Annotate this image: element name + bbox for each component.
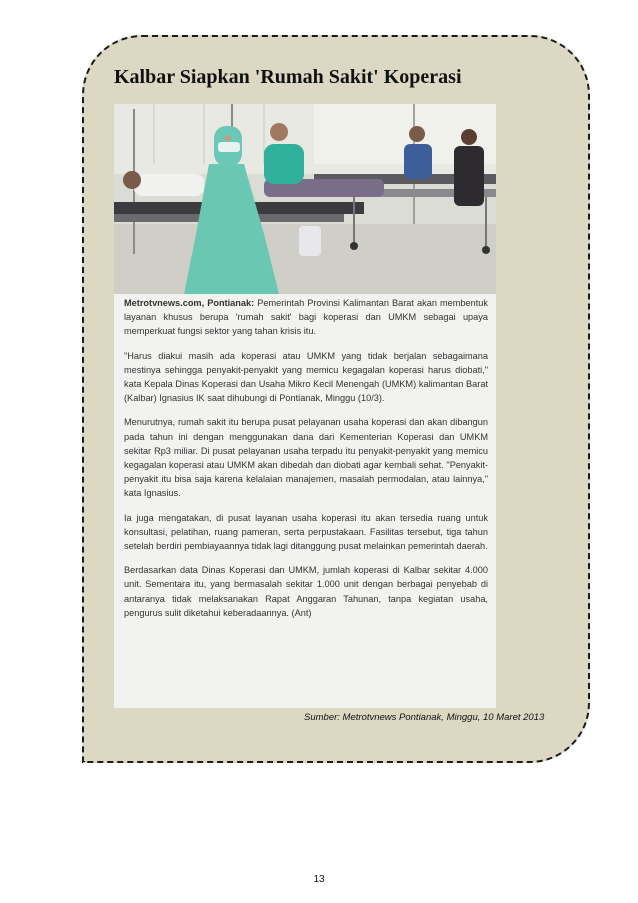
paragraph-text: Pemerintah Provinsi Kalimantan Barat akan membentuk layanan khusus berupa 'rumah sakit' bagi koperasi dan UMKM sebagai upaya memperkuat fungsi sektor yang tahan krisis itu. <box>124 298 488 337</box>
source-prefix: Metrotvnews.com, Pontianak: <box>124 298 255 308</box>
source-caption: Sumber: Metrotvnews Pontianak, Minggu, 10 Maret 2013 <box>304 712 545 723</box>
hospital-ward-photo <box>114 104 496 294</box>
article-paragraph: Ia juga mengatakan, di pusat layanan usaha koperasi itu akan tersedia ruang untuk konsultasi, pelatihan, ruang pameran, serta perpustakaan. Fasilitas tersebut, tiga tahun setelah berdiri pembiayaannya tidak lagi ditanggung pusat melainkan pemerintah daerah. <box>124 512 488 552</box>
article-paragraph <box>124 296 488 339</box>
article-body <box>124 296 488 630</box>
page-number: 13 <box>313 874 325 885</box>
article-paragraph: Menurutnya, rumah sakit itu berupa pusat pelayanan usaha koperasi dan akan dibangun pada tahun ini dengan menggunakan dana dari Kementerian Koperasi dan UMKM sekitar Rp3 miliar. Di pusat pelayanan usaha terpadu itu penyakit-penyakit yang memicu kegagalan koperasi atau UMKM akan dibedah dan diobati agar kembali sehat. "Penyakit-penyakit itu bisa saja karena kelalaian manajemen, masalah permodalan, atau lainnya," kata Ignasius. <box>124 417 488 499</box>
article-paragraph: "Harus diakui masih ada koperasi atau UMKM yang tidak berjalan sebagaimana mestinya sehingga penyakit-penyakit yang memicu kegagalan koperasi harus diobati," kata Kepala Dinas Koperasi dan Usaha Mikro Kecil Menengah (UMKM) kalimantan Barat (Kalbar) Ignasius IK saat dihubungi di Pontianak, Minggu (10/3). <box>124 350 488 404</box>
news-clipping <box>114 104 496 708</box>
article-paragraph: Berdasarkan data Dinas Koperasi dan UMKM, jumlah koperasi di Kalbar sekitar 4.000 unit. Sementara itu, yang bermasalah sekitar 1.000 unit dengan berbagai penyebab di antaranya tidak melaksanakan Rapat Anggaran Tahunan, tanpa kegiatan usaha, pengurus sulit diketahui keberadaannya. (Ant) <box>124 565 488 618</box>
article-title: Kalbar Siapkan 'Rumah Sakit' Koperasi <box>114 66 462 88</box>
